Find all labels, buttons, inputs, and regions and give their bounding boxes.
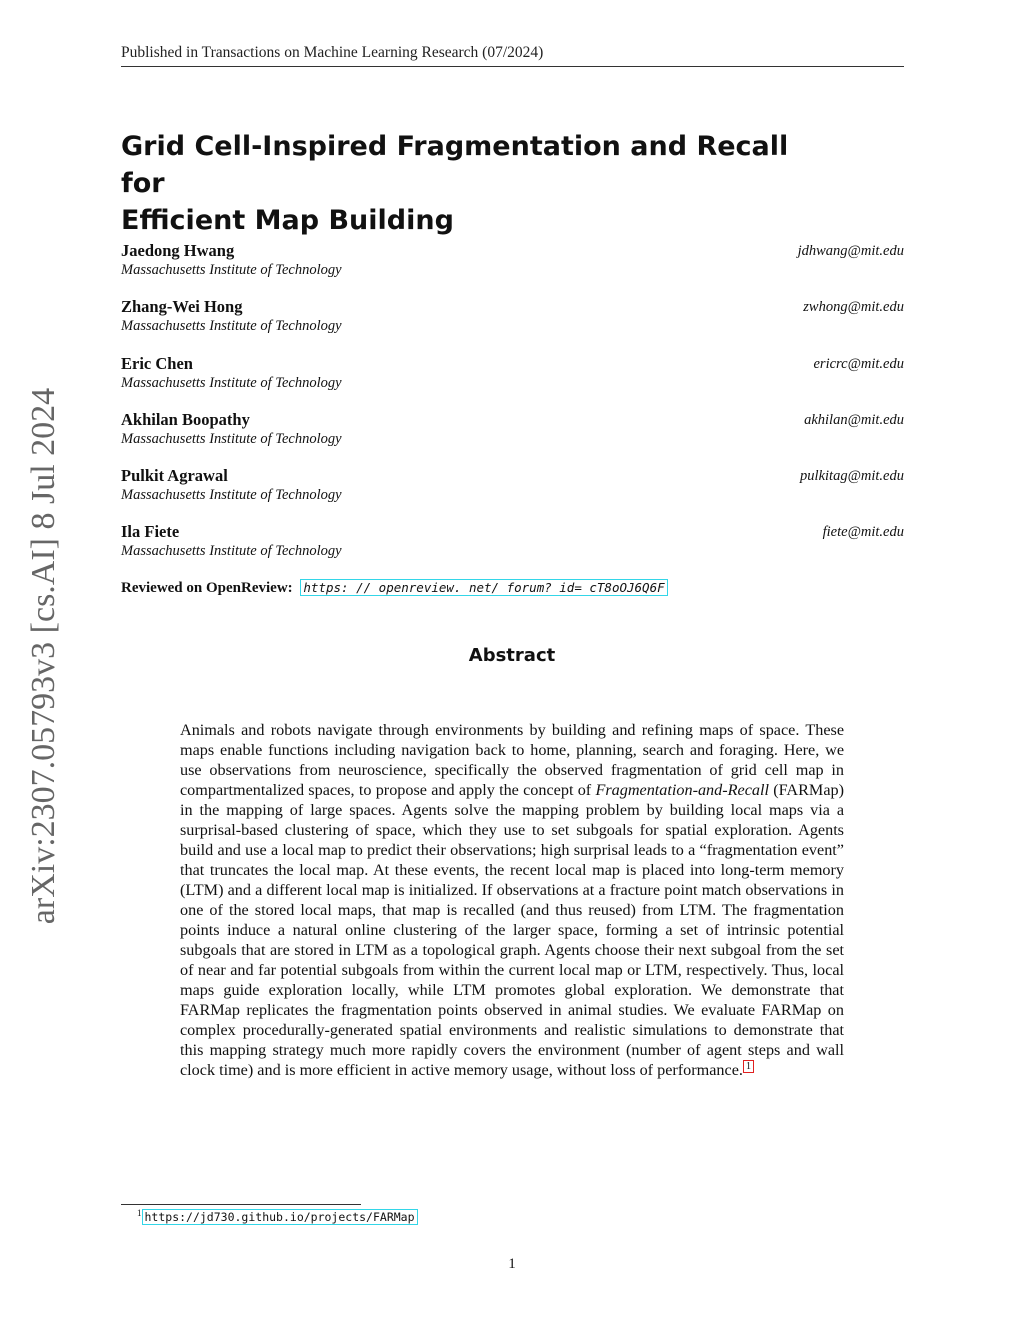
- author-name: Ila Fiete: [121, 522, 180, 542]
- author-email[interactable]: fiete@mit.edu: [822, 524, 904, 541]
- openreview-link[interactable]: https: // openreview. net/ forum? id= cT8oOJ6Q6F: [300, 579, 667, 596]
- author-block: [121, 522, 904, 578]
- author-affiliation: Massachusetts Institute of Technology: [121, 262, 342, 278]
- author-email[interactable]: akhilan@mit.edu: [804, 411, 904, 428]
- footnote-reference[interactable]: 1: [743, 1060, 754, 1073]
- author-list: [121, 241, 904, 579]
- abstract-body: [180, 720, 844, 1080]
- author-affiliation: Massachusetts Institute of Technology: [121, 374, 342, 391]
- author-affiliation: Massachusetts Institute of Technology: [121, 430, 342, 447]
- abstract-emphasis: Fragmentation-and-Recall: [595, 781, 769, 799]
- reviewed-label: Reviewed on OpenReview:: [121, 580, 293, 596]
- author-block: [121, 354, 904, 410]
- footnote-divider: [121, 1204, 361, 1205]
- paper-title: [121, 128, 821, 239]
- abstract-text-part-1: Animals and robots navigate through environments by building and refining maps of space. These maps enable functions including navigation back to home, planning, search and foraging. Here, we use observations from neuroscience, specifically the observed fragmentation of grid cell map in compartmentalized spaces, to propose and apply the concept of: [180, 721, 844, 799]
- author-email[interactable]: jdhwang@mit.edu: [797, 243, 904, 259]
- footnote: [137, 1208, 418, 1225]
- title-line-1: Grid Cell-Inspired Fragmentation and Recall for: [121, 131, 789, 199]
- abstract-text-part-2: (FARMap) in the mapping of large spaces. Agents solve the mapping problem by building local maps via a surprisal-based clustering of space, which they use to set subgoals for spatial exploration. Agents build and use a local map to predict their observations; high surprisal leads to a “fragmentation event” that truncates the local map. At these events, the recent local map is placed into long-term memory (LTM) and a different local map is initialized. If observations at a fracture point match observations in one of the stored local maps, that map is recalled (and thus reused) from LTM. The fragmentation points induce a natural online clustering of the larger space, forming a set of intrinsic potential subgoals that are stored in LTM as a topological graph. Agents choose their next subgoal from the set of near and far potential subgoals from within the current local map or LTM, respectively. Thus, local maps guide exploration locally, while LTM promotes global exploration. We demonstrate that FARMap replicates the fragmentation points observed in animal studies. We evaluate FARMap on complex procedurally-generated spatial environments and realistic simulations to demonstrate that this mapping strategy much more rapidly covers the environment (number of agent steps and wall clock time) and is more efficient in active memory usage, without loss of performance.: [180, 781, 844, 1079]
- author-name: Eric Chen: [121, 353, 193, 373]
- page-number: 1: [508, 1256, 516, 1272]
- title-line-2: Efficient Map Building: [121, 205, 454, 236]
- author-affiliation: Massachusetts Institute of Technology: [121, 318, 342, 335]
- author-affiliation: Massachusetts Institute of Technology: [121, 543, 342, 560]
- abstract-heading: Abstract: [468, 645, 556, 666]
- author-email[interactable]: zwhong@mit.edu: [803, 299, 904, 316]
- footnote-link[interactable]: https://jd730.github.io/projects/FARMap: [142, 1209, 418, 1225]
- reviewed-line: [121, 580, 668, 597]
- author-block: [121, 297, 904, 353]
- author-name: Akhilan Boopathy: [121, 409, 250, 429]
- author-email[interactable]: pulkitag@mit.edu: [800, 468, 904, 485]
- author-name: Pulkit Agrawal: [121, 466, 228, 486]
- author-name: Jaedong Hwang: [121, 241, 235, 260]
- arxiv-watermark: arXiv:2307.05793v3 [cs.AI] 8 Jul 2024: [25, 387, 62, 925]
- author-affiliation: Massachusetts Institute of Technology: [121, 487, 342, 504]
- footnote-mark: 1: [137, 1208, 142, 1218]
- author-block: [121, 466, 904, 522]
- author-block: [121, 241, 904, 297]
- author-email[interactable]: ericrc@mit.edu: [813, 355, 904, 372]
- author-name: Zhang-Wei Hong: [121, 297, 243, 317]
- author-block: [121, 410, 904, 466]
- running-header: Published in Transactions on Machine Learning Research (07/2024): [121, 44, 904, 67]
